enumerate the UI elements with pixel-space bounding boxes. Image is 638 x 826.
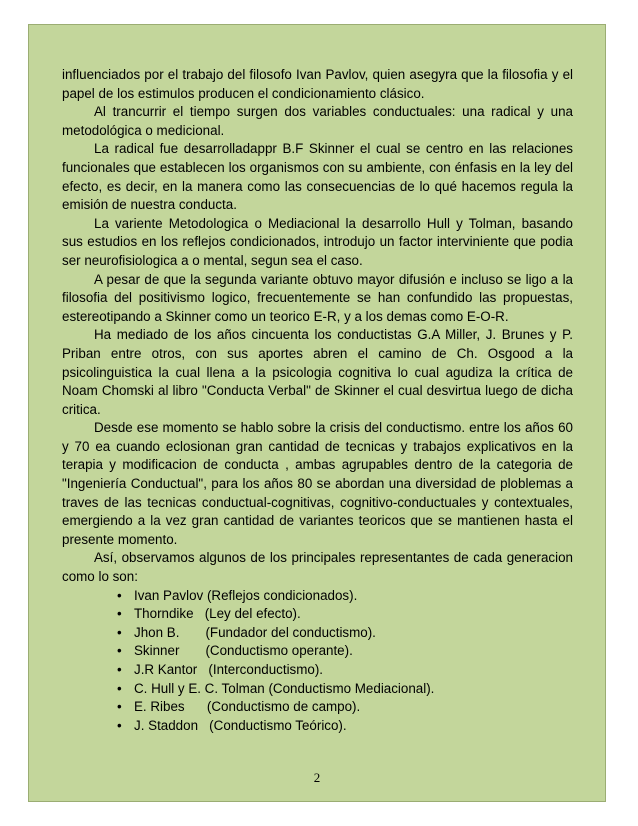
authors-list: [62, 587, 573, 736]
bullet-icon: •: [117, 587, 122, 603]
paragraph: influenciados por el trabajo del filosofo Ivan Pavlov, quien asegyra que la filosofia y el papel de los estimulos producen el condicionamiento clásico.: [62, 67, 573, 101]
author-entry: E. Ribes (Conductismo de campo).: [134, 699, 361, 715]
bullet-icon: •: [117, 606, 122, 622]
author-entry: J. Staddon (Conductismo Teórico).: [134, 717, 347, 733]
author-entry: Skinner (Conductismo operante).: [134, 643, 353, 659]
author-entry: Jhon B. (Fundador del conductismo).: [134, 624, 376, 640]
author-entry: Ivan Pavlov (Reflejos condicionados).: [134, 587, 358, 603]
paragraph: La radical fue desarrolladappr B.F Skinner el cual se centro en las relaciones funcionales que establecen los organismos con su ambiente, con énfasis en la ley del efecto, es decir, en la manera como las consecuencias de lo qué hacemos regula la emisión de nuestra conducta.: [62, 141, 573, 213]
bullet-icon: •: [117, 699, 122, 715]
list-item: [62, 698, 573, 717]
author-entry: J.R Kantor (Interconductismo).: [134, 662, 324, 677]
bullet-icon: •: [117, 717, 122, 733]
paragraph: Así, observamos algunos de los principales representantes de cada generacion como lo son:: [62, 550, 573, 585]
bullet-icon: •: [117, 624, 122, 640]
paragraph: Al trancurrir el tiempo surgen dos variables conductuales: una radical y una metodológica o medicional.: [62, 104, 573, 138]
bullet-icon: •: [117, 680, 122, 696]
author-entry: C. Hull y E. C. Tolman (Conductismo Mediacional).: [134, 680, 435, 696]
list-item: [62, 661, 573, 680]
page-sheet: [28, 24, 606, 802]
bullet-icon: •: [117, 643, 122, 659]
list-item: [62, 642, 573, 661]
author-entry: Thorndike (Ley del efecto).: [134, 606, 301, 622]
list-item: [62, 624, 573, 643]
list-item: [62, 605, 573, 624]
bullet-icon: •: [117, 662, 122, 677]
paragraph: Desde ese momento se hablo sobre la crisis del conductismo. entre los años 60 y 70 ea cuando eclosionan gran cantidad de tecnicas y trabajos explicativos en la terapia y modificacion de conducta , ambas agrupables dentro de la categoria de "Ingeniería Conductual", para los años 80 se abordan una diversidad de ploblemas a traves de las tecnicas conductual-cognitivas, cognitivo-conductuales y contextuales, emergiendo a la vez gran cantidad de variantes teoricos que se mantienen hasta el presente momento.: [62, 420, 573, 547]
paragraph: La variente Metodologica o Mediacional la desarrollo Hull y Tolman, basando sus estudios en los reflejos condicionados, introdujo un factor interviniente que podia ser neurofisiologica a o mental, segun sea el caso.: [62, 215, 573, 268]
list-item: [62, 587, 573, 606]
list-item: [62, 680, 573, 699]
body-text: [62, 66, 573, 735]
page-number: 2: [313, 770, 321, 785]
paragraph: A pesar de que la segunda variante obtuvo mayor difusión e incluso se ligo a la filosofia del positivismo logico, frecuentemente se han confundido las propuestas, estereotipando a Skinner como un teorico E-R, y a los demas como E-O-R.: [62, 271, 573, 324]
paragraph: Ha mediado de los años cincuenta los conductistas G.A Miller, J. Brunes y P. Priban entre otros, con sus aportes abren el camino de Ch. Osgood a la psicolinguistica la cual llena a la psicologia cognitiva lo cual agudiza la crítica de Noam Chomski al libro "Conducta Verbal" de Skinner el cual desvirtua luego de dicha critica.: [62, 327, 573, 417]
list-item: [62, 717, 573, 736]
